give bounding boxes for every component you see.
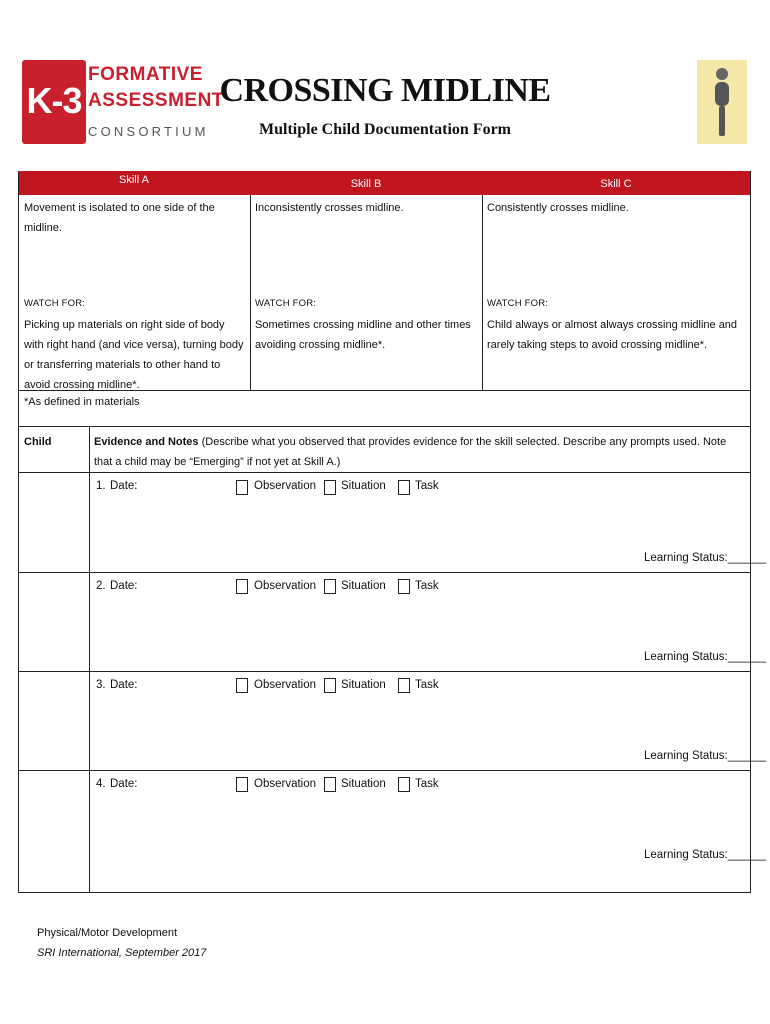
logo-text-assessment: ASSESSMENT (88, 90, 224, 111)
skill-a-description: Movement is isolated to one side of the midline. (24, 202, 215, 234)
person-figure-icon (697, 60, 747, 144)
row-2-observation-checkbox[interactable] (236, 579, 248, 594)
page-title: CROSSING MIDLINE (219, 72, 551, 109)
skill-a-watch-label: WATCH FOR: (24, 298, 86, 309)
row-2-observation-label: Observation (254, 580, 317, 592)
row-1-situation-checkbox[interactable] (324, 480, 336, 495)
row-1-number: 1. (96, 480, 106, 492)
row-4-task-label: Task (415, 778, 439, 790)
table-right-border (750, 171, 751, 893)
footnote-bottom-border (18, 426, 751, 427)
logo-text-formative: FORMATIVE (88, 64, 203, 85)
row-divider-2 (18, 671, 751, 672)
row-3-number: 3. (96, 679, 106, 691)
skill-b-watch-text: Sometimes crossing midline and other times avoiding crossing midline*. (255, 319, 471, 351)
row-3-situation-checkbox[interactable] (324, 678, 336, 693)
skill-a-watch-text: Picking up materials on right side of body with right hand (and vice versa), turning body or transferring materials to other hand to avoid crossing midline*. (24, 319, 244, 391)
child-column-header: Child (24, 436, 52, 448)
row-1-situation-label: Situation (341, 480, 386, 492)
skill-c-header: Skill C (600, 178, 632, 190)
row-1-observation-checkbox[interactable] (236, 480, 248, 495)
row-1-task-label: Task (415, 480, 439, 492)
row-divider-1 (18, 572, 751, 573)
row-2-date-label[interactable]: Date: (110, 580, 138, 592)
row-1-observation-label: Observation (254, 480, 317, 492)
table-bottom-border (18, 892, 751, 893)
footer-domain: Physical/Motor Development (37, 927, 178, 939)
row-3-observation-checkbox[interactable] (236, 678, 248, 693)
row-2-learning-status[interactable]: Learning Status:______ (644, 651, 767, 663)
footnote-text: *As defined in materials (24, 396, 140, 408)
row-4-learning-status[interactable]: Learning Status:______ (644, 849, 767, 861)
row-4-observation-checkbox[interactable] (236, 777, 248, 792)
row-3-situation-label: Situation (341, 679, 386, 691)
row-divider-0 (18, 472, 751, 473)
row-4-situation-label: Situation (341, 778, 386, 790)
skill-c-watch-text: Child always or almost always crossing midline and rarely taking steps to avoid crossing midline*. (487, 319, 738, 351)
row-4-observation-label: Observation (254, 778, 317, 790)
row-4-date-label[interactable]: Date: (110, 778, 138, 790)
row-1-task-checkbox[interactable] (398, 480, 410, 495)
row-2-situation-label: Situation (341, 580, 386, 592)
row-4-task-checkbox[interactable] (398, 777, 410, 792)
table-left-border (18, 171, 19, 893)
row-3-task-checkbox[interactable] (398, 678, 410, 693)
row-3-observation-label: Observation (254, 679, 317, 691)
skill-c-description: Consistently crosses midline. (487, 202, 629, 214)
row-3-date-label[interactable]: Date: (110, 679, 138, 691)
logo-badge: K-3 (22, 60, 86, 144)
row-3-task-label: Task (415, 679, 439, 691)
skill-divider-2 (482, 195, 483, 390)
skill-divider-1 (250, 195, 251, 390)
row-1-date-label[interactable]: Date: (110, 480, 138, 492)
logo-text-consortium: CONSORTIUM (88, 124, 209, 139)
row-2-task-checkbox[interactable] (398, 579, 410, 594)
row-divider-3 (18, 770, 751, 771)
evidence-notes-header: Evidence and Notes (Describe what you observed that provides evidence for the skill selected. Describe any prompts used. Note that a child may be “Emerging” if not yet at Skill A.) (94, 436, 727, 468)
footer-credit: SRI International, September 2017 (37, 947, 207, 959)
skill-b-watch-label: WATCH FOR: (255, 298, 317, 309)
skill-c-watch-label: WATCH FOR: (487, 298, 549, 309)
skill-b-header: Skill B (350, 178, 382, 190)
skill-b-description: Inconsistently crosses midline. (255, 202, 404, 214)
child-column-divider (89, 426, 90, 893)
row-4-situation-checkbox[interactable] (324, 777, 336, 792)
skill-a-header: Skill A (119, 174, 149, 186)
row-1-learning-status[interactable]: Learning Status:______ (644, 552, 767, 564)
page-subtitle: Multiple Child Documentation Form (259, 121, 511, 138)
row-2-situation-checkbox[interactable] (324, 579, 336, 594)
row-2-task-label: Task (415, 580, 439, 592)
row-2-number: 2. (96, 580, 106, 592)
row-3-learning-status[interactable]: Learning Status:______ (644, 750, 767, 762)
row-4-number: 4. (96, 778, 106, 790)
